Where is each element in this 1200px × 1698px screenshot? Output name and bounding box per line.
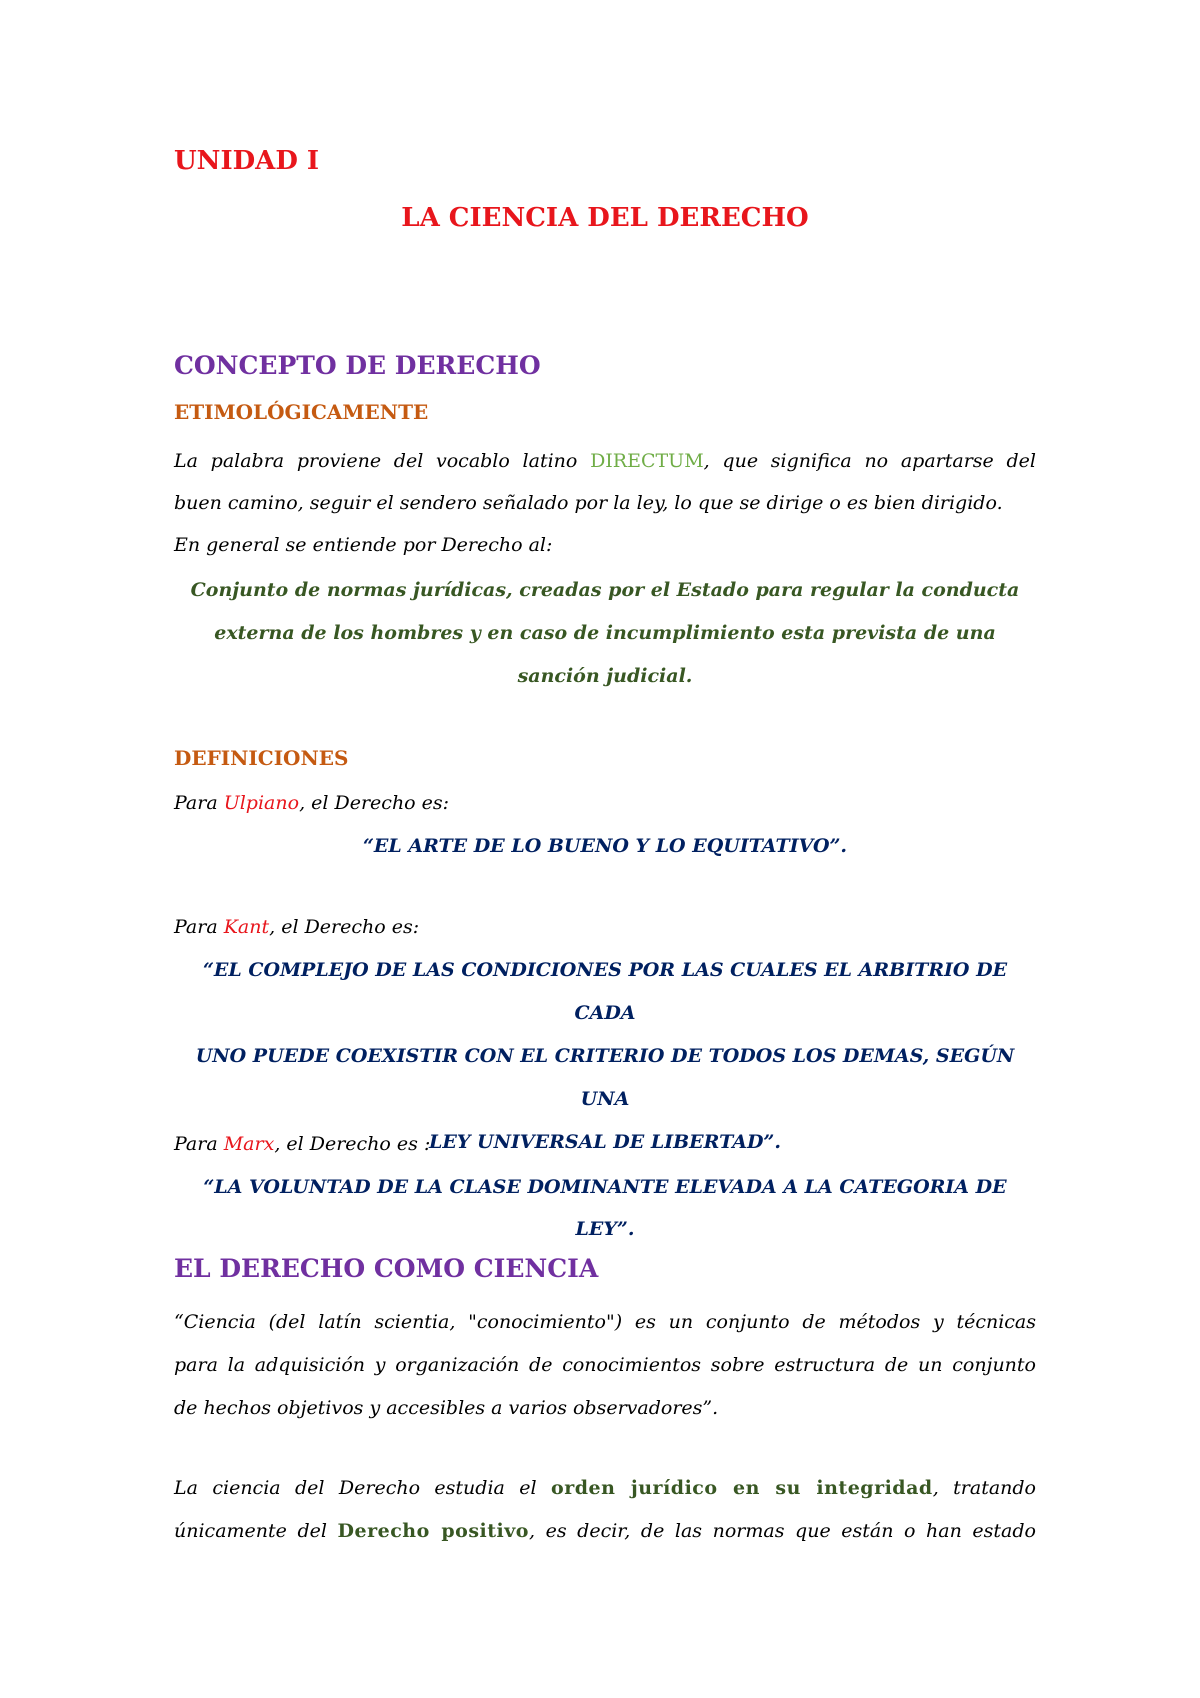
marx-intro: Para Marx, el Derecho es : (174, 1133, 431, 1155)
author-marx: Marx (223, 1133, 275, 1155)
subheading-etimologicamente: ETIMOLÓGICAMENTE (174, 400, 429, 424)
unit-title: UNIDAD I (174, 146, 320, 176)
author-kant: Kant (223, 916, 270, 938)
heading-definiciones: DEFINICIONES (174, 746, 349, 770)
marx-quote: “LA VOLUNTAD DE LA CLASE DOMINANTE ELEVADA A LA CATEGORIA DE LEY”. (203, 1176, 1007, 1240)
term-orden-juridico: orden jurídico en su integridad (551, 1477, 933, 1499)
etimologia-line-1: La palabra proviene del vocablo latino DIRECTUM, que significa no apartarse del (174, 450, 1036, 472)
paragraph-etimologia (174, 440, 1036, 566)
heading-concepto: CONCEPTO DE DERECHO (174, 351, 541, 380)
ulpiano-quote: “EL ARTE DE LO BUENO Y LO EQUITATIVO”. (362, 835, 848, 857)
definition-block: Conjunto de normas jurídicas, creadas por el Estado para regular la conducta externa de los hombres y en caso de incumplimiento esta prevista de una sanción judicial. (190, 579, 1020, 687)
ciencia-quote: “Ciencia (del latín scientia, "conocimiento") es un conjunto de métodos y técnicas para la adquisición y organización de conocimientos sobre estructura de un conjunto de hechos objetivos y accesibles a varios observadores”. (174, 1311, 1036, 1419)
kant-intro: Para Kant, el Derecho es: (174, 916, 420, 938)
main-title: LA CIENCIA DEL DERECHO (401, 203, 809, 233)
etimologia-line-2: buen camino, seguir el sendero señalado por la ley, lo que se dirige o es bien dirigido. (174, 492, 1003, 514)
heading-ciencia: EL DERECHO COMO CIENCIA (174, 1254, 599, 1283)
term-derecho-positivo: Derecho positivo (337, 1520, 529, 1542)
term-directum: DIRECTUM (590, 450, 704, 472)
author-ulpiano: Ulpiano (223, 792, 300, 814)
etimologia-line-3: En general se entiende por Derecho al: (174, 534, 553, 556)
kant-quote: “EL COMPLEJO DE LAS CONDICIONES POR LAS CUALES EL ARBITRIO DE CADA UNO PUEDE COEXISTIR CON EL CRITERIO DE TODOS LOS DEMAS, SEGÚN UNA LEY UNIVERSAL DE LIBERTAD”. (195, 959, 1015, 1153)
ulpiano-intro: Para Ulpiano, el Derecho es: (174, 792, 450, 814)
ciencia-paragraph: La ciencia del Derecho estudia el orden jurídico en su integridad, tratando únicamente del Derecho positivo, es decir, de las normas que están o han estado (174, 1477, 1036, 1542)
